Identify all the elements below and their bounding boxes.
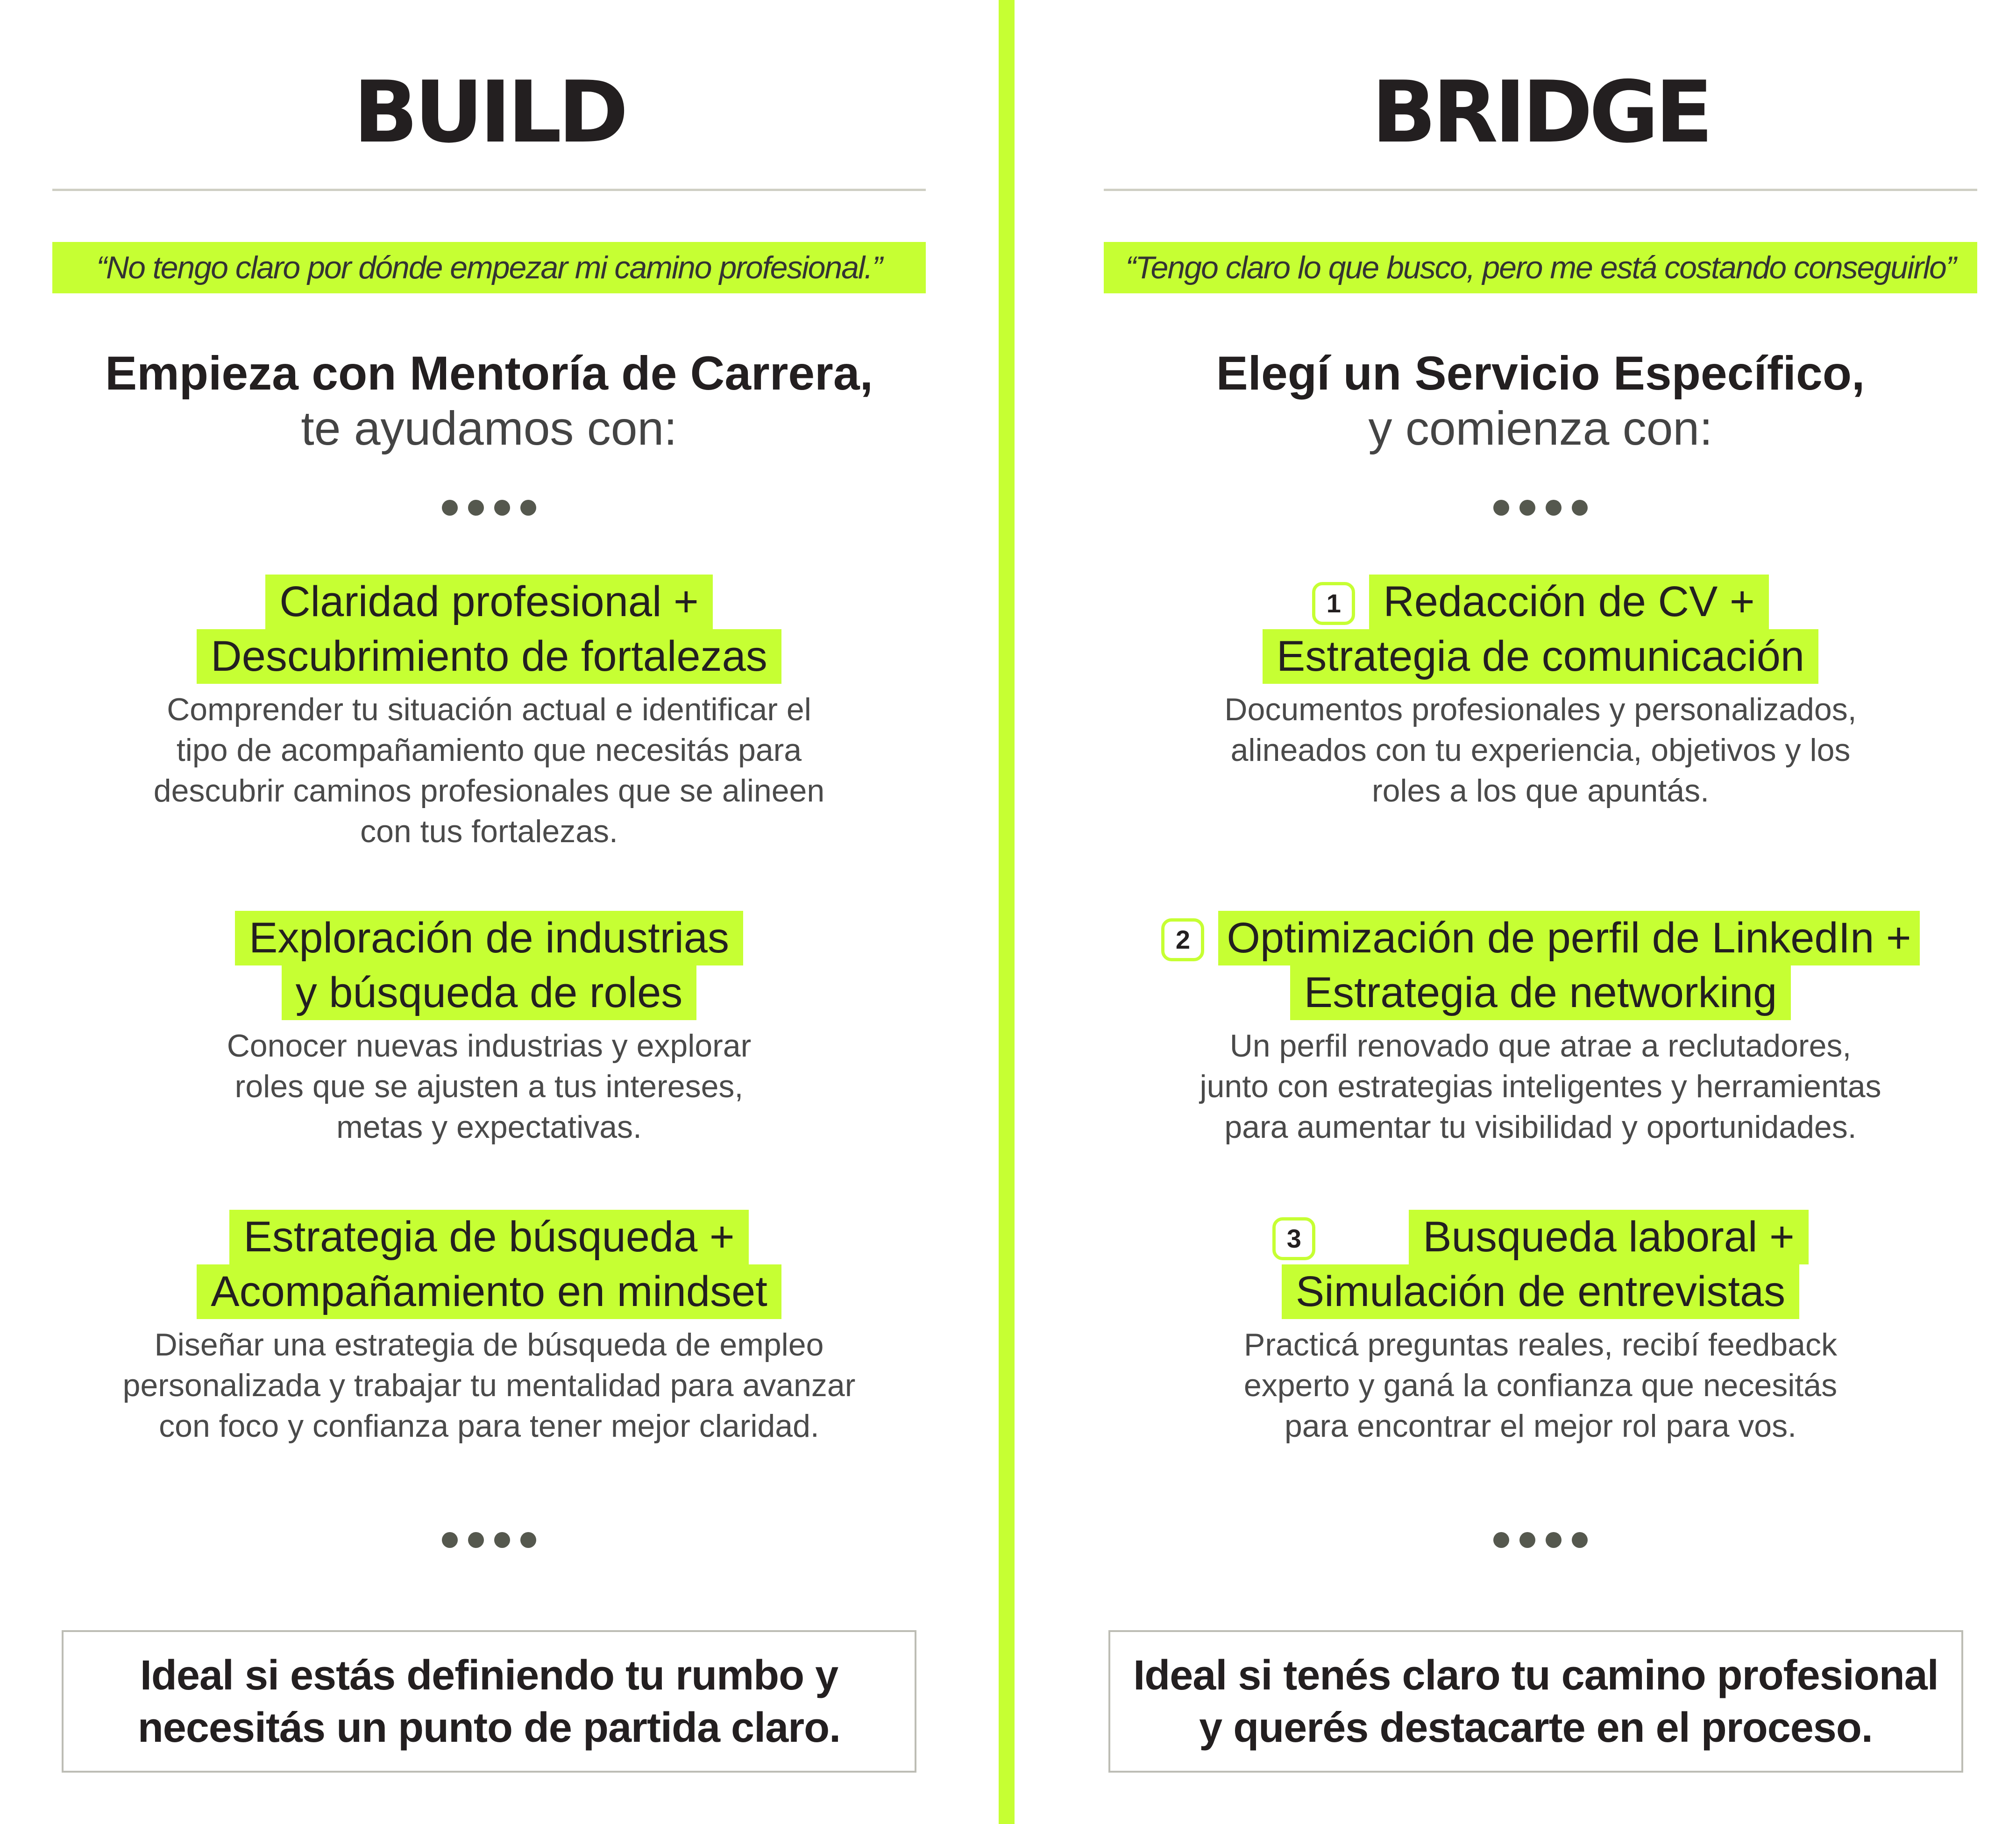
dot	[1546, 1532, 1562, 1548]
build-dots-bottom	[52, 1532, 926, 1548]
center-divider	[999, 0, 1015, 1824]
dot	[520, 500, 536, 516]
build-intro	[52, 346, 926, 456]
dot	[1519, 1532, 1535, 1548]
dot	[1546, 500, 1562, 516]
build-feature-3	[52, 1210, 926, 1447]
desc-line: Conocer nuevas industrias y explorar	[227, 1028, 752, 1064]
feature-description	[52, 1026, 926, 1148]
build-intro-strong: Empieza con Mentoría de Carrera,	[105, 347, 873, 400]
bridge-quote: “Tengo claro lo que busco, pero me está costando conseguirlo”	[1104, 242, 1977, 293]
bridge-title-rule	[1104, 189, 1977, 191]
bridge-feature-2	[1104, 911, 1977, 1148]
bridge-intro-light: y comienza con:	[1368, 402, 1713, 455]
feature-title-line: Estrategia de búsqueda +	[229, 1210, 748, 1264]
desc-line: roles que se ajusten a tus intereses,	[234, 1069, 744, 1104]
feature-description	[1104, 689, 1977, 811]
bridge-feature-3	[1104, 1210, 1977, 1447]
dot	[1493, 1532, 1509, 1548]
desc-line: con foco y confianza para tener mejor claridad.	[159, 1408, 819, 1444]
feature-title-line: Simulación de entrevistas	[1282, 1264, 1799, 1319]
desc-line: Comprender tu situación actual e identificar el	[167, 692, 811, 727]
desc-line: Documentos profesionales y personalizados,	[1224, 692, 1857, 727]
build-title: BUILD	[353, 63, 625, 162]
bridge-title: BRIDGE	[1371, 63, 1710, 162]
build-title-rule	[52, 189, 926, 191]
feature-title-line: Exploración de industrias	[235, 911, 743, 965]
desc-line: con tus fortalezas.	[360, 814, 618, 849]
bridge-dots-top	[1104, 500, 1977, 516]
dot	[468, 1532, 484, 1548]
feature-description	[1104, 1026, 1977, 1148]
build-feature-1	[52, 575, 926, 852]
feature-title-line: Estrategia de comunicación	[1263, 629, 1818, 684]
desc-line: junto con estrategias inteligentes y herramientas	[1200, 1069, 1881, 1104]
build-feature-2	[52, 911, 926, 1148]
desc-line: Un perfil renovado que atrae a reclutadores,	[1229, 1028, 1852, 1064]
desc-line: para aumentar tu visibilidad y oportunidades.	[1224, 1109, 1857, 1145]
desc-line: personalizada y trabajar tu mentalidad para avanzar	[122, 1368, 856, 1403]
feature-title-line: Claridad profesional +	[265, 575, 713, 629]
desc-line: roles a los que apuntás.	[1371, 773, 1710, 809]
bridge-intro-strong: Elegí un Servicio Específico,	[1216, 347, 1865, 400]
feature-title-line: Acompañamiento en mindset	[197, 1264, 781, 1319]
feature-description	[52, 689, 926, 852]
feature-title-line: Estrategia de networking	[1290, 965, 1791, 1020]
desc-line: Practicá preguntas reales, recibí feedback	[1243, 1327, 1838, 1363]
feature-title-line: Descubrimiento de fortalezas	[197, 629, 781, 684]
desc-line: alineados con tu experiencia, objetivos y los	[1230, 732, 1851, 768]
ideal-line: y querés destacarte en el proceso.	[1199, 1704, 1873, 1751]
step-number-badge: 1	[1312, 582, 1355, 625]
build-intro-light: te ayudamos con:	[301, 402, 677, 455]
feature-description	[52, 1325, 926, 1447]
step-number-badge: 3	[1272, 1217, 1315, 1260]
desc-line: descubrir caminos profesionales que se alineen	[153, 773, 825, 809]
bridge-dots-bottom	[1104, 1532, 1977, 1548]
ideal-line: Ideal si estás definiendo tu rumbo y	[140, 1652, 838, 1699]
bridge-ideal-box	[1108, 1630, 1963, 1773]
dot	[468, 500, 484, 516]
dot	[1572, 500, 1588, 516]
bridge-intro	[1104, 346, 1977, 456]
dot	[442, 500, 458, 516]
build-ideal-box	[62, 1630, 916, 1773]
ideal-line: Ideal si tenés claro tu camino profesional	[1133, 1652, 1938, 1699]
desc-line: Diseñar una estrategia de búsqueda de empleo	[154, 1327, 824, 1363]
dot	[520, 1532, 536, 1548]
dot	[494, 1532, 510, 1548]
feature-title-line: Busqueda laboral +	[1409, 1210, 1808, 1264]
feature-title-line: y búsqueda de roles	[282, 965, 697, 1020]
desc-line: metas y expectativas.	[336, 1109, 642, 1145]
desc-line: para encontrar el mejor rol para vos.	[1284, 1408, 1797, 1444]
desc-line: experto y ganá la confianza que necesitás	[1243, 1368, 1838, 1403]
dot	[1519, 500, 1535, 516]
dot	[1493, 500, 1509, 516]
ideal-line: necesitás un punto de partida claro.	[137, 1704, 841, 1751]
feature-title-line: Redacción de CV +	[1369, 575, 1768, 629]
build-dots-top	[52, 500, 926, 516]
dot	[1572, 1532, 1588, 1548]
step-number-badge: 2	[1161, 918, 1204, 961]
build-quote: “No tengo claro por dónde empezar mi camino profesional.”	[52, 242, 926, 293]
feature-title-line: Optimización de perfil de LinkedIn +	[1218, 911, 1919, 965]
dot	[494, 500, 510, 516]
bridge-feature-1	[1104, 575, 1977, 811]
feature-description	[1104, 1325, 1977, 1447]
dot	[442, 1532, 458, 1548]
desc-line: tipo de acompañamiento que necesitás para	[176, 732, 802, 768]
